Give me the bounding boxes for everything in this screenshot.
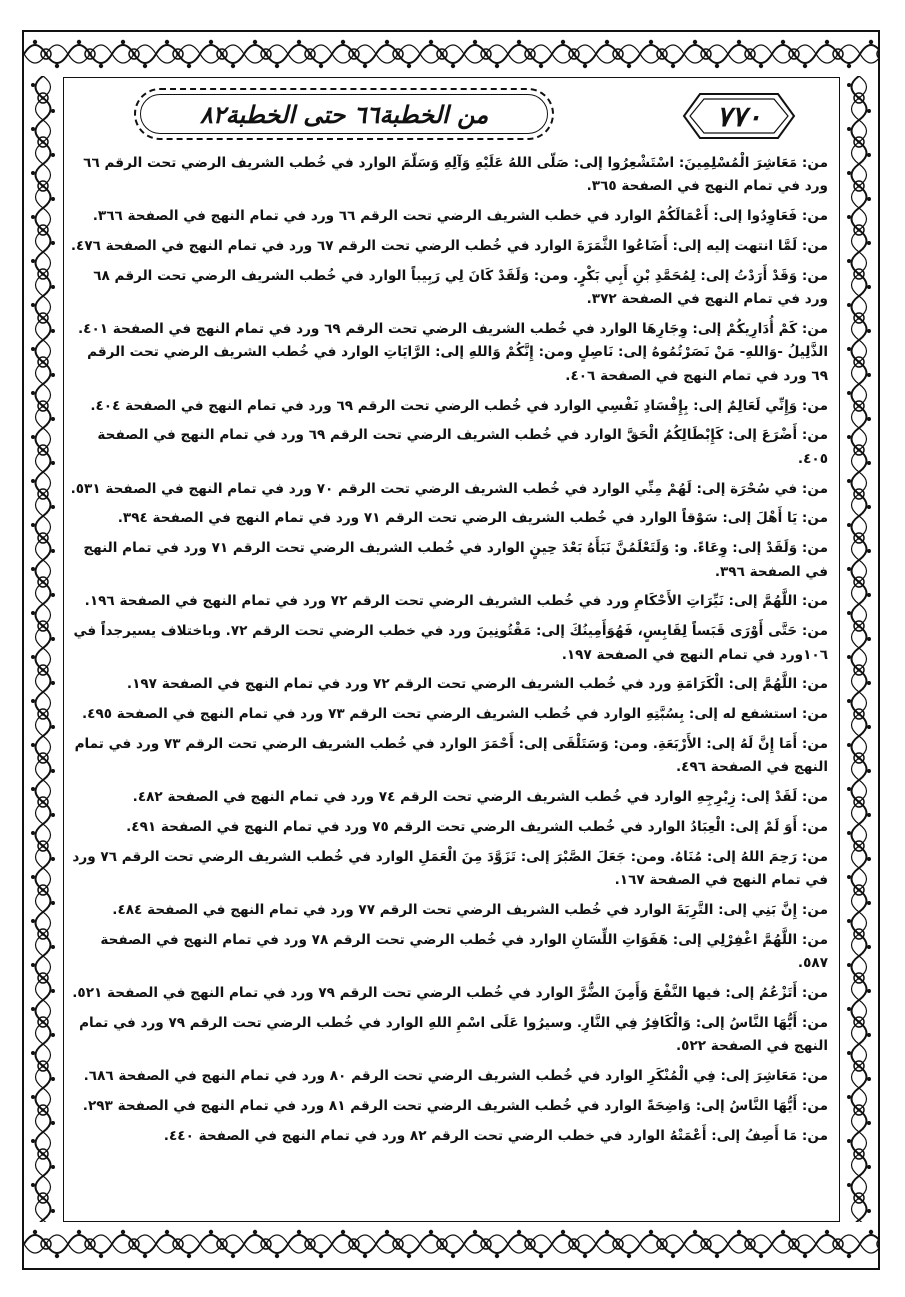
list-item: من: استشفع له إلى: بِسُبَّتِهِ الوارد في خُطب الشريف الرضي تحت الرقم ٧٣ ورد في تمام النهج في الصفحة ٤٩٥. (81, 706, 828, 723)
floral-border-icon (24, 32, 878, 76)
list-item: من: أَتَزْعُمُ إلى: فيها النَّفْعَ وَأَمِنَ الضُّرَّ الوارد في خُطب الرضي تحت الرقم ٧٩ ورد في تمام النهج في الصفحة ٥٢١. (72, 985, 828, 1001)
title-box (134, 88, 554, 140)
list-item: من: اللَّهُمَّ إلى: نَيِّرَاتِ الأَحْكَامِ ورد في خُطب الشريف الرضي تحت الرقم ٧٢ ورد في تمام النهج في الصفحة ١٩٦. (84, 593, 828, 610)
list-item: من: أَمَا إِنَّ لَهُ إلى: الأَرْبَعَةِ. ومن: وَسَتَلْقَى إلى: أَحْمَرَ الوارد في خُطب الشريف الرضي تحت الرقم ٧٣ ورد في تمام النهج في الصفحة ٤٩٦. (74, 736, 828, 776)
list-item: من: في سُحْرَة إلى: لَهُمْ مِنِّي الوارد في خُطب الشريف الرضي تحت الرقم ٧٠ ورد في تمام النهج في الصفحة ٥٣١. (70, 480, 828, 497)
list-item: من: أَيُّهَا النَّاسُ إلى: وَاضِحَةً الوارد في خُطب الشريف الرضي تحت الرقم ٨١ ورد في تمام النهج في الصفحة ٢٩٣. (82, 1097, 828, 1114)
list-item: من: حَتَّى أَوْرَى قَبَساً لِقَابِسٍ، فَهُوَأَمِينُكَ إلى: مَقْتُونِينَ ورد في خطب الرضي تحت الرقم ٧٢. وباختلاف يسيرجداً في ١٠٦ورد في تمام النهج في الصفحة ١٩٧. (73, 623, 828, 663)
list-item: من: لَمَّا انتهت إليه إلى: أَضَاعُوا الثَّمَرَةَ الوارد في خُطب الرضي تحت الرقم ٦٧ ورد في تمام النهج في الصفحة ٤٧٦. (70, 238, 828, 254)
list-item: من: وَقَدْ أَرَدْتُ إلى: لِمُحَمَّدِ بْنِ أَبِي بَكْرٍ. ومن: وَلَقَدْ كَانَ لِي رَبِيباً الوارد في خُطب الشريف الرضي تحت الرقم ٦٨ ورد في تمام النهج في الصفحة ٣٧٢. (93, 267, 828, 308)
list-item: من: أَضْرَعَ إلى: كَإِبْطَالِكُمُ الْحَقَّ الوارد في خُطب الشريف الرضي تحت الرقم ٦٩ ورد في تمام النهج في الصفحة ٤٠٥. (97, 427, 828, 467)
page-number-box (680, 90, 798, 142)
floral-border-icon (840, 76, 878, 1222)
list-item: من: وَإِنِّي لَعَالِمٌ إلى: بِإِفْسَادِ نَفْسِي الوارد في خُطب الرضي تحت الرقم ٦٩ ورد في تمام النهج في الصفحة ٤٠٤. (90, 397, 828, 414)
page-header (120, 88, 840, 150)
list-item: من: أَيُّهَا النَّاسُ إلى: وَالْكَافِرُ فِي النَّارِ. وسيرُوا عَلَى اسْمِ اللهِ الوارد في خُطب الرضي تحت الرقم ٧٩ ورد في تمام النهج في الصفحة ٥٢٢. (79, 1014, 828, 1055)
list-item: من: مَعَاشِرَ الْمُسْلِمِينَ: اسْتَشْعِرُوا إلى: صَلَّى اللهُ عَلَيْهِ وَآلِهِ وَسَلَّمَ الوارد في خُطب الشريف الرضي تحت الرقم ٦٦ ورد في تمام النهج في الصفحة ٣٦٥. (83, 155, 828, 195)
list-item: من: إِنَّ بَنِي إلى: التَّرِبَةَ الوارد في خُطب الشريف الرضي تحت الرقم ٧٧ ورد في تمام النهج في الصفحة ٤٨٤. (112, 902, 828, 918)
list-item: من: رَحِمَ اللهُ إلى: مُنَاهُ. ومن: جَعَلَ الصَّبْرَ إلى: تَزَوَّدَ مِنَ الْعَمَلِ الوارد في خُطب الشريف الرضي تحت الرقم ٧٦ ورد في تمام النهج في الصفحة ١٦٧. (72, 848, 828, 889)
floral-border-icon (24, 1222, 878, 1266)
list-item: من: مَا أَصِفُ إلى: أَعْمَتْهُ الوارد في خطب الرضي تحت الرقم ٨٢ ورد في تمام النهج في الصفحة ٤٤٠. (163, 1127, 828, 1144)
list-item: من: يَا أَهْلَ إلى: سَوْقاً الوارد في خُطب الشريف الرضي تحت الرقم ٧١ ورد في تمام النهج في الصفحة ٣٩٤. (117, 510, 828, 527)
list-item: من: وَلَقَدْ إلى: وِعَاءً. و: وَلَتَعْلَمُنَّ نَبَأَهُ بَعْدَ حِينٍ الوارد في خُطب الشريف الرضي تحت الرقم ٧١ ورد في تمام النهج في الصفحة ٣٩٦. (83, 540, 828, 580)
bottom-ornament-band (24, 1222, 878, 1266)
list-item: من: فَعَاوِدُوا إلى: أَعْمَالَكُمْ الوارد في خطب الشريف الرضي تحت الرقم ٦٦ ورد في تمام النهج في الصفحة ٣٦٦. (92, 208, 828, 225)
list-item: من: أَوَ لَمْ إلى: الْعِبَادُ الوارد في خُطب الشريف الرضي تحت الرقم ٧٥ ورد في تمام النهج في الصفحة ٤٩١. (126, 819, 828, 835)
list-item: من: مَعَاشِرَ إلى: فِي الْمُنْكَرِ الوارد في خُطب الشريف الرضي تحت الرقم ٨٠ ورد في تمام النهج في الصفحة ٦٨٦. (83, 1068, 828, 1084)
right-ornament-band (840, 76, 878, 1222)
page-number: ٧٧٠ (716, 99, 762, 133)
list-item: من: لَقَدْ إلى: زِبْرِجِهِ الوارد في خُطب الشريف الرضي تحت الرقم ٧٤ ورد في تمام النهج في الصفحة ٤٨٢. (132, 789, 828, 806)
page-title: من الخطبة٦٦ حتى الخطبة٨٢ (199, 99, 489, 129)
index-list (70, 152, 832, 1214)
list-item: من: كَمْ أُدَارِيكُمْ إلى: وِجَارِهَا الوارد في خُطب الشريف الرضي تحت الرقم ٦٩ ورد في تمام النهج في الصفحة ٤٠١. الذَّلِيلُ -وَاللهِ- مَنْ نَصَرْتُمُوهُ إلى: نَاصِلٍ ومن: إِنَّكُمْ وَاللهِ إلى: الرَّايَاتِ الوارد في خُطب الشريف الرضي تحت الرقم ٦٩ ورد في تمام النهج في الصفحة ٤٠٦. (78, 321, 828, 384)
list-item: من: اللَّهُمَّ إلى: الْكَرَامَةِ ورد في خُطب الشريف الرضي تحت الرقم ٧٢ ورد في تمام النهج في الصفحة ١٩٧. (126, 676, 828, 693)
top-ornament-band (24, 32, 878, 76)
floral-border-icon (24, 76, 62, 1222)
list-item: من: اللَّهُمَّ اغْفِرْلِي إلى: هَفَوَاتِ اللِّسَانِ الوارد في خُطب الرضي تحت الرقم ٧٨ ورد في تمام النهج في الصفحة ٥٨٧. (100, 931, 828, 972)
left-ornament-band (24, 76, 62, 1222)
